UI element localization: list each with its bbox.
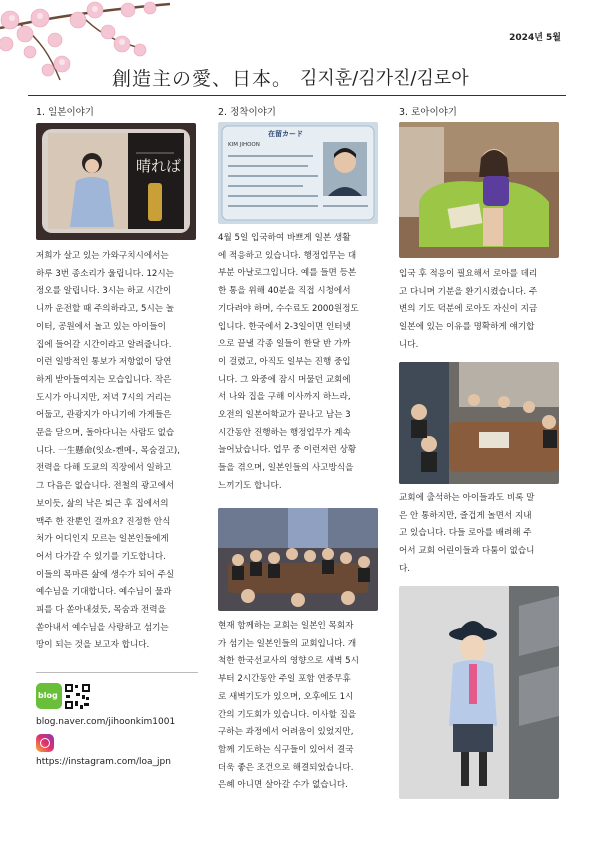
text-line: 이들의 목마른 삶에 생수가 되어 주실 xyxy=(36,569,175,580)
text-line: 정오를 알립니다. 3시는 하교 시간이 xyxy=(36,286,172,297)
card-title: 在留カード xyxy=(268,130,303,138)
instagram-lens-icon xyxy=(40,738,50,748)
text-line: 4월 5일 입국하여 바쁘게 일본 생활 xyxy=(218,233,351,243)
text-line: 오전의 일본어학교가 끝나고 남는 3 xyxy=(218,410,351,421)
text-line: 구하는 과정에서 어려움이 있었지만, xyxy=(218,727,354,738)
text-line: 입국 후 적응이 필요해서 로아를 데리 xyxy=(399,269,538,279)
text-line: 서 나와 집을 구해 이사까지 하느라, xyxy=(218,392,351,403)
text-line: 다. xyxy=(399,563,411,574)
section-heading-settlement: 2. 정착이야기 xyxy=(218,107,276,118)
text-line: 어서 다가갈 수 있기를 기도합니다. xyxy=(36,551,166,562)
text-line: 피를 다 쏟아내셨듯, 목숨과 전력을 xyxy=(36,605,166,616)
text-line: 교회에 출석하는 아이들과도 비록 말 xyxy=(399,493,535,503)
qr-code-icon xyxy=(64,683,91,710)
residence-card-photo xyxy=(218,122,378,224)
text-line: 집에 들어갈 시간이라고 알려줍니다. xyxy=(36,339,172,350)
text-line: 부분 아날로그입니다. 예를 들면 등본 xyxy=(218,268,357,279)
text-line: 으로 끝낼 각종 일들이 한달 반 가까 xyxy=(218,339,351,350)
text-line: 에 적응하고 있습니다. 행정업무는 대 xyxy=(218,250,357,261)
text-line: 입니다. 한국에서 2-3일이면 인터넷 xyxy=(218,321,351,332)
text-line: 함께 기도하는 식구들이 있어서 결국 xyxy=(218,744,354,755)
text-line: 변의 기도 덕분에 로아도 자신이 지금 xyxy=(399,304,538,315)
school-uniform-illustration xyxy=(399,586,559,799)
text-line: 그 다음은 없습니다. 전철의 광고에서 xyxy=(36,481,175,492)
text-line: 느끼기도 합니다. xyxy=(218,480,282,491)
text-line: 척한 한국선교사의 영향으로 새벽 5시 xyxy=(218,656,359,667)
text-line: 보이듯, 삶의 낙은 퇴근 후 집에서의 xyxy=(36,498,169,509)
text-line: 어둡고, 관광지가 아니기에 가게들은 xyxy=(36,410,172,421)
blog-icon[interactable] xyxy=(36,683,62,709)
text-line: 저희가 살고 있는 가와구치시에서는 xyxy=(36,251,169,261)
text-line: 하루 3번 종소리가 울립니다. 12시는 xyxy=(36,268,174,279)
loa-story-text-1 xyxy=(399,266,559,355)
train-ad-illustration xyxy=(36,123,196,240)
text-line: 전력을 다해 도쿄의 직장에서 일하고 xyxy=(36,463,172,474)
text-line: 쏟아내서 예수님을 사랑하고 섬기는 xyxy=(36,622,169,633)
text-line: 이터, 공원에서 놀고 있는 아이들이 xyxy=(36,321,166,332)
japan-story-text xyxy=(36,248,198,655)
section-heading-loa: 3. 로아이야기 xyxy=(399,107,457,118)
text-line: 처가 어디인지 모르는 일본인들에게 xyxy=(36,534,169,545)
text-line: 예수님을 기대합니다. 예수님이 물과 xyxy=(36,587,172,598)
text-line: 땅이 되는 것을 보고자 합니다. xyxy=(36,640,150,651)
text-line: 현재 함께하는 교회는 일본인 목회자 xyxy=(218,621,354,631)
kids-playing-illustration xyxy=(399,362,559,484)
reading-photo xyxy=(399,122,559,258)
text-line: 어서 교회 어린이들과 다툼이 없습니 xyxy=(399,546,535,557)
card-name: KIM JIHOON xyxy=(228,142,260,148)
text-line: 고 다니며 기분을 환기시켰습니다. 주 xyxy=(399,286,538,297)
text-line: 시간동안 진행하는 행정업무가 계속 xyxy=(218,427,351,438)
text-line: 가 섬기는 일본인들의 교회입니다. 개 xyxy=(218,638,357,649)
instagram-link[interactable]: https://instagram.com/loa_jpn xyxy=(36,757,171,767)
text-line: 문을 닫으며, 돌아다니는 사람도 없습 xyxy=(36,428,175,439)
church-story-text xyxy=(218,618,378,795)
text-line: 니까 운전할 때 주의하라고, 5시는 놀 xyxy=(36,304,175,315)
section-heading-japan: 1. 일본이야기 xyxy=(36,107,94,118)
text-line: 부터 2시간동안 주일 포함 연중무휴 xyxy=(218,674,351,685)
text-line: 니다. 一生懸命(잇쇼-켄메-, 목숨걸고), xyxy=(36,445,180,456)
text-line: 고 있습니다. 다들 로아를 배려해 주 xyxy=(399,528,532,539)
text-line: 간의 기도회가 있습니다. 이사할 집을 xyxy=(218,709,357,720)
text-line: 이런 일방적인 통보가 저항없이 당연 xyxy=(36,357,172,368)
text-line: 일본에 있는 이유를 명확하게 얘기합 xyxy=(399,322,535,333)
text-line: 이 걸렸고, 아직도 일부는 진행 중입 xyxy=(218,356,351,367)
reading-illustration xyxy=(399,122,559,258)
settlement-story-text xyxy=(218,230,378,496)
text-line: 니다. xyxy=(399,339,419,350)
residence-card-illustration xyxy=(218,122,378,224)
ad-caption: 晴れば xyxy=(136,157,182,175)
text-line: 하게 받아들여지는 모습입니다. 작은 xyxy=(36,374,172,385)
newsletter-title: 創造主の愛、日本。 xyxy=(112,68,293,90)
church-group-photo xyxy=(218,508,378,611)
text-line: 로 새벽기도가 있으며, 오후에도 1시 xyxy=(218,691,354,702)
text-line: 도시가 아니지만, 저녁 7시의 거리는 xyxy=(36,392,172,403)
blog-link[interactable]: blog.naver.com/jihoonkim1001 xyxy=(36,717,176,727)
title-divider xyxy=(28,95,566,96)
text-line: 니다. 그 와중에 잠시 머물던 교회에 xyxy=(218,374,351,385)
church-group-illustration xyxy=(218,508,378,611)
instagram-icon[interactable] xyxy=(36,734,54,752)
contact-divider xyxy=(36,672,198,673)
text-line: 맥주 한 잔뿐인 걸까요? 진정한 안식 xyxy=(36,516,171,527)
text-line: 늘어났습니다. 업무 중 이런저런 상황 xyxy=(218,445,357,456)
school-uniform-photo xyxy=(399,586,559,799)
text-line: 은혜 아니면 살아갈 수가 없습니다. xyxy=(218,780,348,791)
text-line: 기다려야 하며, 수수료도 2000원정도 xyxy=(218,303,359,314)
loa-story-text-2 xyxy=(399,490,559,579)
family-names: 김지훈/김가진/김로아 xyxy=(300,68,469,89)
train-ad-photo xyxy=(36,123,196,240)
text-line: 들을 겪으며, 일본인들의 사고방식을 xyxy=(218,463,354,474)
text-line: 더욱 좋은 조건으로 해결되었습니다. xyxy=(218,762,354,773)
blog-icon-label: blog xyxy=(38,691,58,700)
text-line: 은 안 통하지만, 즐겁게 놀면서 지내 xyxy=(399,510,532,521)
kids-playing-photo xyxy=(399,362,559,484)
issue-date: 2024년 5월 xyxy=(509,33,561,43)
text-line: 한 통을 위해 40분을 직접 시청에서 xyxy=(218,286,351,297)
